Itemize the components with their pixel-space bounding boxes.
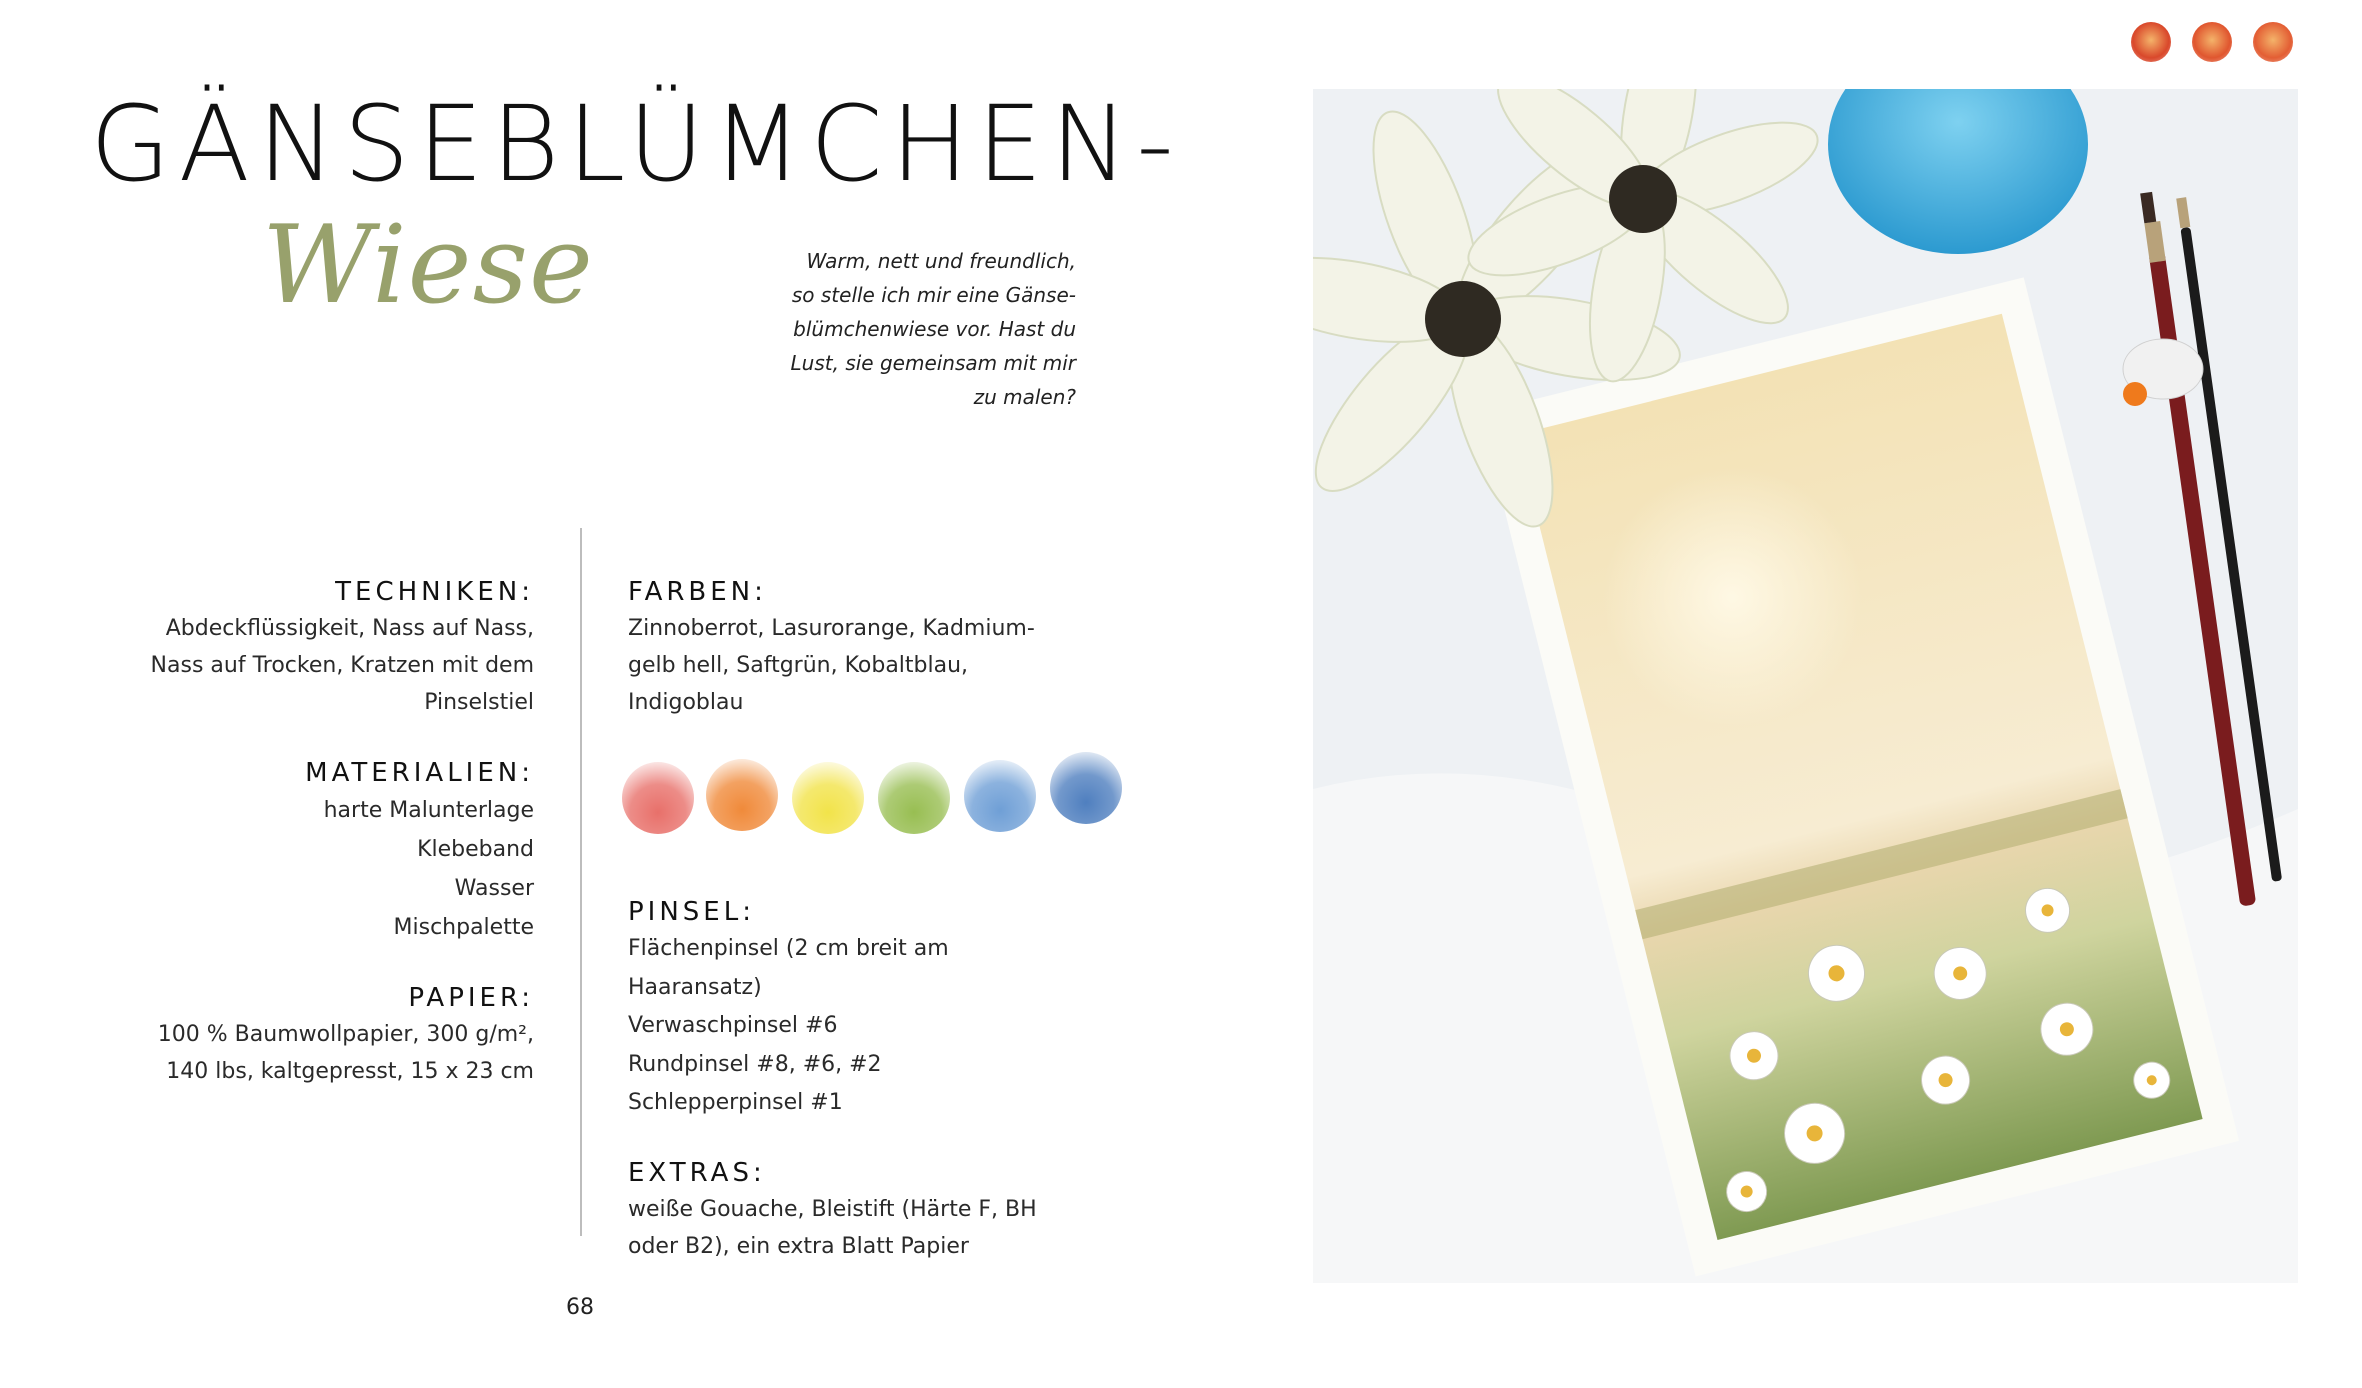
section-line: Pinselstiel [424,690,534,715]
swatch-lasurorange [706,759,778,831]
section-line: oder B2), ein extra Blatt Papier [628,1234,969,1259]
intro-line: zu malen? [973,385,1076,409]
section-line: Haaransatz) [628,974,762,1000]
section-line: Wasser [454,876,534,901]
swatch-kadmiumgelb [792,762,864,834]
column-divider [580,528,582,1236]
decor-dot [2253,22,2293,62]
section-line: Nass auf Trocken, Kratzen mit dem [150,653,534,678]
painting-photo [1313,89,2298,1283]
section-line: Zinnoberrot, Lasurorange, Kadmium- [628,616,1035,641]
intro-line: Lust, sie gemeinsam mit mir [790,351,1076,375]
section-heading: EXTRAS: [628,1158,766,1188]
section-heading: PINSEL: [628,897,755,927]
swatch-zinnoberrot [622,762,694,834]
intro-line: Warm, nett und freundlich, [806,249,1076,273]
page-subtitle-script: Wiese [262,203,594,328]
section-line: 140 lbs, kaltgepresst, 15 x 23 cm [166,1059,534,1084]
section-line: Flächenpinsel (2 cm breit am [628,936,949,961]
section-line: Mischpalette [393,915,534,940]
swatch-kobaltblau [964,760,1036,832]
page-number: 68 [566,1295,594,1320]
intro-line: so stelle ich mir eine Gänse- [791,283,1076,307]
section-extras [628,1155,1037,1265]
decor-dot [2131,22,2171,62]
intro-text [690,244,1076,414]
section-pinsel [628,894,949,1123]
section-line: Abdeckflüssigkeit, Nass auf Nass, [165,616,534,641]
section-materialien [305,755,534,947]
section-papier [158,980,534,1090]
section-heading: FARBEN: [628,577,767,607]
decor-dot [2192,22,2232,62]
section-heading: TECHNIKEN: [335,577,534,607]
section-line: gelb hell, Saftgrün, Kobaltblau, [628,653,969,678]
section-line: weiße Gouache, Bleistift (Härte F, BH [628,1197,1037,1222]
section-heading: MATERIALIEN: [305,758,534,788]
section-line: Schlepperpinsel #1 [628,1090,843,1115]
section-techniken [151,574,534,721]
page-title: GÄNSEBLÜMCHEN- [90,83,1182,205]
intro-line: blümchenwiese vor. Hast du [793,317,1076,341]
painting-photo-illustration [1313,89,2298,1283]
swatch-saftgruen [878,762,950,834]
section-line: Verwaschpinsel #6 [628,1013,838,1038]
section-line: Rundpinsel #8, #6, #2 [628,1051,882,1077]
section-farben [628,574,1035,721]
section-heading: PAPIER: [408,983,534,1013]
swatch-indigoblau [1050,752,1122,824]
section-line: Indigoblau [628,690,744,715]
section-line: Klebeband [417,837,534,862]
section-line: 100 % Baumwollpapier, 300 g/m², [157,1022,534,1047]
section-line: harte Malunterlage [323,798,534,823]
